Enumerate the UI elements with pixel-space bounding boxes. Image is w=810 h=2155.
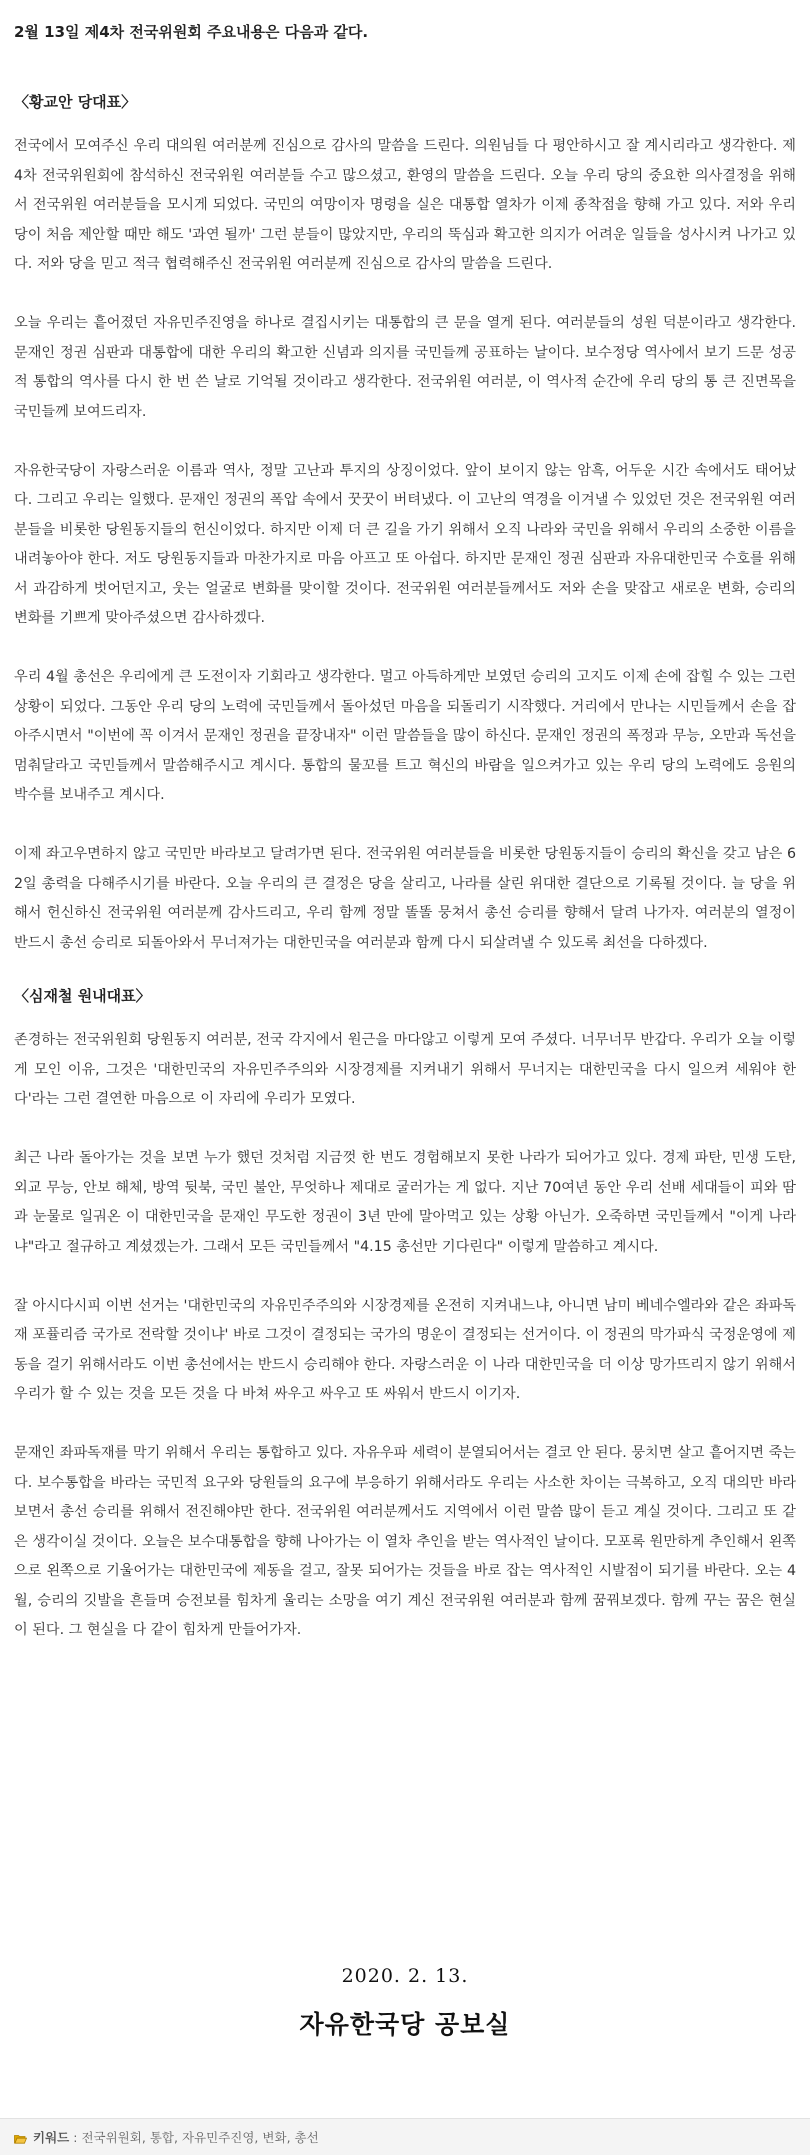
paragraph: 이제 좌고우면하지 않고 국민만 바라보고 달려가면 된다. 전국위원 여러분들을 비롯한 당원동지들이 승리의 확신을 갖고 남은 62일 총력을 다해주시기를 바란다. 오늘 우리의 큰 결정은 당을 살리고, 나라를 살린 위대한 결단으로 기록될 것이다. 늘 당을 위해서 헌신하신 전국위원 여러분께 감사드리고, 우리 함께 정말 똘똘 뭉쳐서 총선 승리를 향해서 달려 나가자. 여러분의 열정이 반드시 총선 승리로 되돌아와서 무너져가는 대한민국을 여러분과 함께 다시 되살려낼 수 있도록 최선을 다하겠다. bbox=[14, 846, 796, 951]
keyword-tag[interactable]: 자유민주진영 bbox=[181, 2130, 255, 2145]
paragraph: 자유한국당이 자랑스러운 이름과 역사, 정말 고난과 투지의 상징이었다. 앞이 보이지 않는 암흑, 어두운 시간 속에서도 태어났다. 그리고 우리는 일했다. 문재인 정권의 폭압 속에서 꿋꿋이 버텨냈다. 이 고난의 역경을 이겨낼 수 있었던 것은 전국위원 여러분들을 비롯한 당원동지들의 헌신이었다. 하지만 이제 더 큰 길을 가기 위해서 오직 나라와 국민을 위해서 우리의 소중한 이름을 내려놓아야 한다. 저도 당원동지들과 마찬가지로 마음 아프고 또 아쉽다. 하지만 문재인 정권 심판과 자유대한민국 수호를 위해서 과감하게 벗어던지고, 웃는 얼굴로 변화를 맞이할 것이다. 전국위원 여러분들께서도 저와 손을 맞잡고 새로운 변화, 승리의 변화를 기쁘게 맞아주셨으면 감사하겠다. bbox=[14, 462, 796, 626]
release-date: 2020. 2. 13. bbox=[341, 1965, 469, 1987]
keyword-tag[interactable]: 변화 bbox=[262, 2130, 287, 2145]
keyword-label: 키워드 bbox=[33, 2130, 70, 2145]
paragraph: 우리 4월 총선은 우리에게 큰 도전이자 기회라고 생각한다. 멀고 아득하게만 보였던 승리의 고지도 이제 손에 잡힐 수 있는 그런 상황이 되었다. 그동안 우리 당의 노력에 국민들께서 돌아섰던 마음을 되돌리기 시작했다. 거리에서 만나는 시민들께서 손을 잡아주시면서 "이번에 꼭 이겨서 문재인 정권을 끝장내자" 이런 말씀들을 많이 하신다. 문재인 정권의 폭정과 무능, 오만과 독선을 멈춰달라고 국민들께서 말씀해주시고 계시다. 통합의 물꼬를 트고 혁신의 바람을 일으켜가고 있는 우리 당의 노력에도 응원의 박수를 보내주고 계시다. bbox=[14, 669, 796, 803]
intro-line: 2월 13일 제4차 전국위원회 주요내용은 다음과 같다. bbox=[14, 23, 369, 41]
keyword-tag[interactable]: 전국위원회 bbox=[81, 2130, 142, 2145]
paragraph: 최근 나라 돌아가는 것을 보면 누가 했던 것처럼 지금껏 한 번도 경험해보지 못한 나라가 되어가고 있다. 경제 파탄, 민생 도탄, 외교 무능, 안보 해체, 방역 뒷북, 국민 불안, 무엇하나 제대로 굴러가는 게 없다. 지난 70여년 동안 우리 선배 세대들이 피와 땀과 눈물로 일궈온 이 대한민국을 문재인 무도한 정권이 3년 만에 말아먹고 있는 상황 아닌가. 오죽하면 국민들께서 "이게 나라냐"라고 절규하고 계셨겠는가. 그래서 모든 국민들께서 "4.15 총선만 기다린다" 이렇게 말씀하고 계시다. bbox=[14, 1150, 796, 1255]
paragraph: 문재인 좌파독재를 막기 위해서 우리는 통합하고 있다. 자유우파 세력이 분열되어서는 결코 안 된다. 뭉치면 살고 흩어지면 죽는다. 보수통합을 바라는 국민적 요구와 당원들의 요구에 부응하기 위해서라도 우리는 사소한 차이는 극복하고, 오직 대의만 바라보면서 총선 승리를 위해서 전진해야만 한다. 전국위원 여러분께서도 지역에서 이런 말씀 많이 듣고 계실 것이다. 그리고 또 같은 생각이실 것이다. 오늘은 보수대통합을 향해 나아가는 이 열차 추인을 받는 역사적인 날이다. 모포록 원만하게 추인해서 왼쪽으로 왼쪽으로 기울어가는 대한민국에 제동을 걸고, 잘못 되어가는 것들을 바로 잡는 역사적인 시발점이 되기를 바란다. 오는 4월, 승리의 깃발을 흔들며 승전보를 힘차게 울리는 소망을 여기 계신 전국위원 여러분과 함께 꿈꿔보겠다. 함께 꾸는 꿈은 현실이 된다. 그 현실을 다 같이 힘차게 만들어가자. bbox=[14, 1445, 796, 1638]
section-hwang bbox=[14, 90, 796, 958]
keyword-tag[interactable]: 통합 bbox=[149, 2130, 174, 2145]
issuing-office: 자유한국당 공보실 bbox=[299, 2010, 511, 2039]
paragraph: 오늘 우리는 흩어졌던 자유민주진영을 하나로 결집시키는 대통합의 큰 문을 열게 된다. 여러분들의 성원 덕분이라고 생각한다. 문재인 정권 심판과 대통합에 대한 우리의 확고한 신념과 의지를 국민들께 공표하는 날이다. 보수정당 역사에서 보기 드문 성공적 통합의 역사를 다시 한 번 쓴 날로 기억될 것이라고 생각한다. 전국위원 여러분, 이 역사적 순간에 우리 당의 통 큰 진면목을 국민들께 보여드리자. bbox=[14, 315, 796, 420]
paragraph: 전국에서 모여주신 우리 대의원 여러분께 진심으로 감사의 말씀을 드린다. 의원님들 다 평안하시고 잘 계시리라고 생각한다. 제4차 전국위원회에 참석하신 전국위원 여러분들 수고 많으셨고, 환영의 말씀을 드린다. 오늘 우리 당의 중요한 의사결정을 위해서 전국위원 여러분들을 모시게 되었다. 국민의 여망이자 명령을 실은 대통합 열차가 이제 종착점을 향해 가고 있다. 저와 우리 당이 처음 제안할 때만 해도 '과연 될까' 그런 분들이 많았지만, 우리의 뚝심과 확고한 의지가 어려운 일들을 성사시켜 나가고 있다. 저와 당을 믿고 적극 협력해주신 전국위원 여러분께 진심으로 감사의 말씀을 드린다. bbox=[14, 138, 796, 272]
keyword-tag[interactable]: 총선 bbox=[294, 2130, 319, 2145]
section-shim bbox=[14, 984, 796, 1646]
keyword-separator: : bbox=[73, 2129, 78, 2145]
section-heading-hwang: 〈황교안 당대표〉 bbox=[14, 93, 137, 111]
folder-open-icon bbox=[14, 2132, 27, 2142]
paragraph: 잘 아시다시피 이번 선거는 '대한민국의 자유민주주의와 시장경제를 온전히 지켜내느냐, 아니면 남미 베네수엘라와 같은 좌파독재 포퓰리즘 국가로 전락할 것이냐' 바로 그것이 결정되는 국가의 명운이 결정되는 선거이다. 이 정권의 막가파식 국정운영에 제동을 걸기 위해서라도 이번 총선에서는 반드시 승리해야 한다. 자랑스러운 이 나라 대한민국을 더 이상 망가뜨리지 않기 위해서 우리가 할 수 있는 것을 모든 것을 다 바쳐 싸우고 싸우고 또 싸워서 반드시 이기자. bbox=[14, 1297, 796, 1402]
section-heading-shim: 〈심재철 원내대표〉 bbox=[14, 987, 151, 1005]
paragraph: 존경하는 전국위원회 당원동지 여러분, 전국 각지에서 원근을 마다않고 이렇게 모여 주셨다. 너무너무 반갑다. 우리가 오늘 이렇게 모인 이유, 그것은 '대한민국의 자유민주주의와 시장경제를 지켜내기 위해서 무너지는 대한민국을 다시 일으켜 세워야 한다'라는 그런 결연한 마음으로 이 자리에 우리가 모였다. bbox=[14, 1032, 796, 1107]
keyword-bar: 키워드 : 전국위원회 , 통합 , 자유민주진영 , 변화 , 총선 bbox=[0, 2118, 810, 2155]
